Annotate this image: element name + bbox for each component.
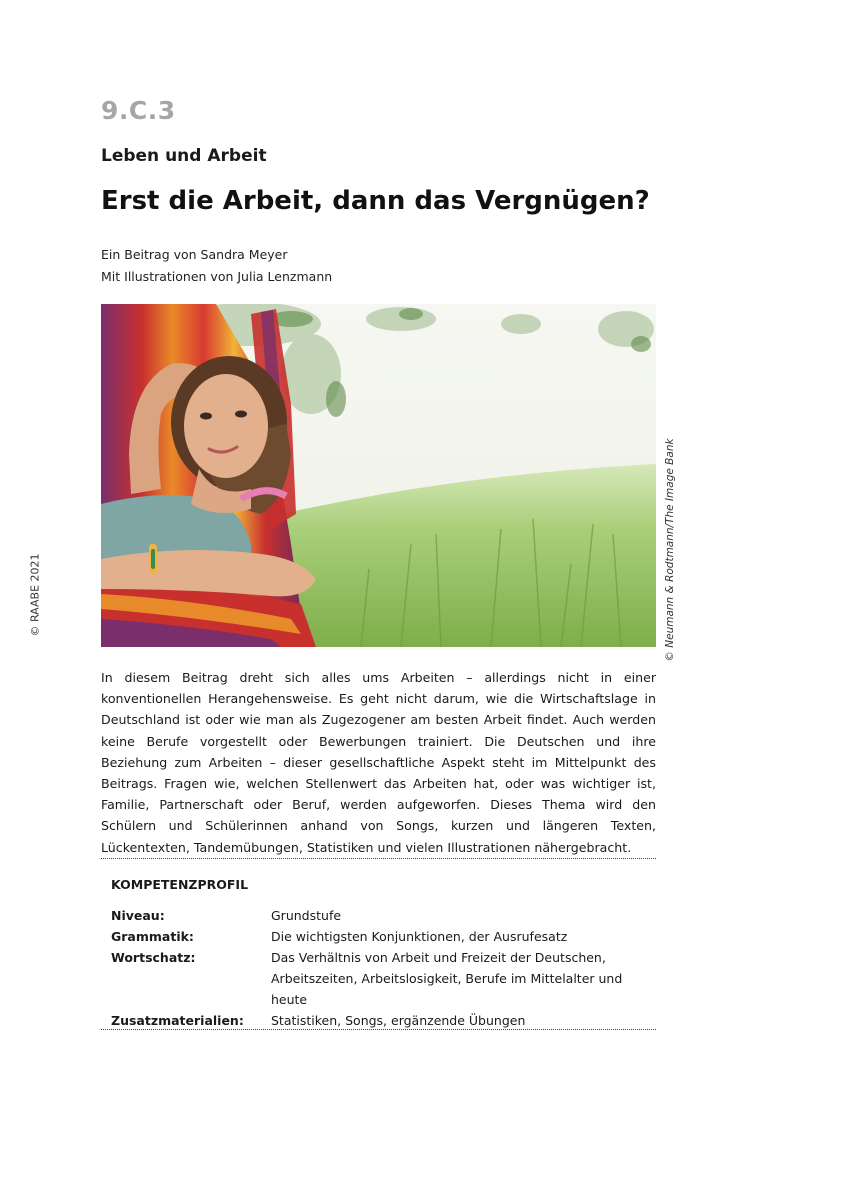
author-line: Ein Beitrag von Sandra Meyer [101, 247, 288, 262]
profile-label: Wortschatz: [111, 950, 196, 965]
section-number: 9.C.3 [101, 96, 176, 125]
competence-profile-heading: KOMPETENZPROFIL [111, 877, 249, 892]
profile-label: Zusatzmaterialien: [111, 1013, 244, 1028]
profile-value: Das Verhältnis von Arbeit und Freizeit der Deutschen, Arbeitszeiten, Arbeitslosigkeit, Berufe im Mittelalter und heute [271, 950, 623, 1007]
photo-credit: © Neumann & Rodtmann/The Image Bank [664, 438, 676, 662]
hero-photo [101, 304, 656, 647]
profile-value: Statistiken, Songs, ergänzende Übungen [271, 1013, 526, 1028]
profile-value: Die wichtigsten Konjunktionen, der Ausrufesatz [271, 929, 568, 944]
page-title: Erst die Arbeit, dann das Vergnügen? [101, 186, 650, 216]
byline [101, 244, 332, 288]
illustrator-line: Mit Illustrationen von Julia Lenzmann [101, 269, 333, 284]
topic-heading: Leben und Arbeit [101, 146, 267, 166]
profile-label: Niveau: [111, 908, 165, 923]
profile-row-zusatzmaterialien [111, 1010, 641, 1031]
profile-value: Grundstufe [271, 908, 342, 923]
divider-top [101, 858, 656, 859]
divider-bottom [101, 1029, 656, 1030]
profile-label: Grammatik: [111, 929, 194, 944]
profile-row-grammatik [111, 926, 641, 947]
copyright-notice: © RAABE 2021 [28, 553, 42, 637]
profile-row-wortschatz [111, 947, 641, 1010]
hammock-photo-illustration [101, 304, 656, 647]
intro-paragraph: In diesem Beitrag dreht sich alles ums Arbeiten – allerdings nicht in einer konventionellen Herangehensweise. Es geht nicht darum, wie die Wirtschaftslage in Deutschland ist oder wie man als Zugezogener am besten Arbeit findet. Auch werden keine Berufe vorgestellt oder Bewerbungen trainiert. Die Deutschen und ihre Beziehung zum Arbeiten – dieser gesellschaftliche Aspekt steht im Mittelpunkt des Beitrags. Fragen wie, welchen Stellenwert das Arbeiten hat, oder was wichtiger ist, Familie, Partnerschaft oder Beruf, werden aufgeworfen. Dieses Thema wird den Schülern und Schülerinnen anhand von Songs, kurzen und längeren Texten, Lückentexten, Tandemübungen, Statistiken und vielen Illustrationen nähergebracht. [101, 670, 656, 855]
competence-profile-table [111, 905, 641, 1031]
profile-row-niveau [111, 905, 641, 926]
